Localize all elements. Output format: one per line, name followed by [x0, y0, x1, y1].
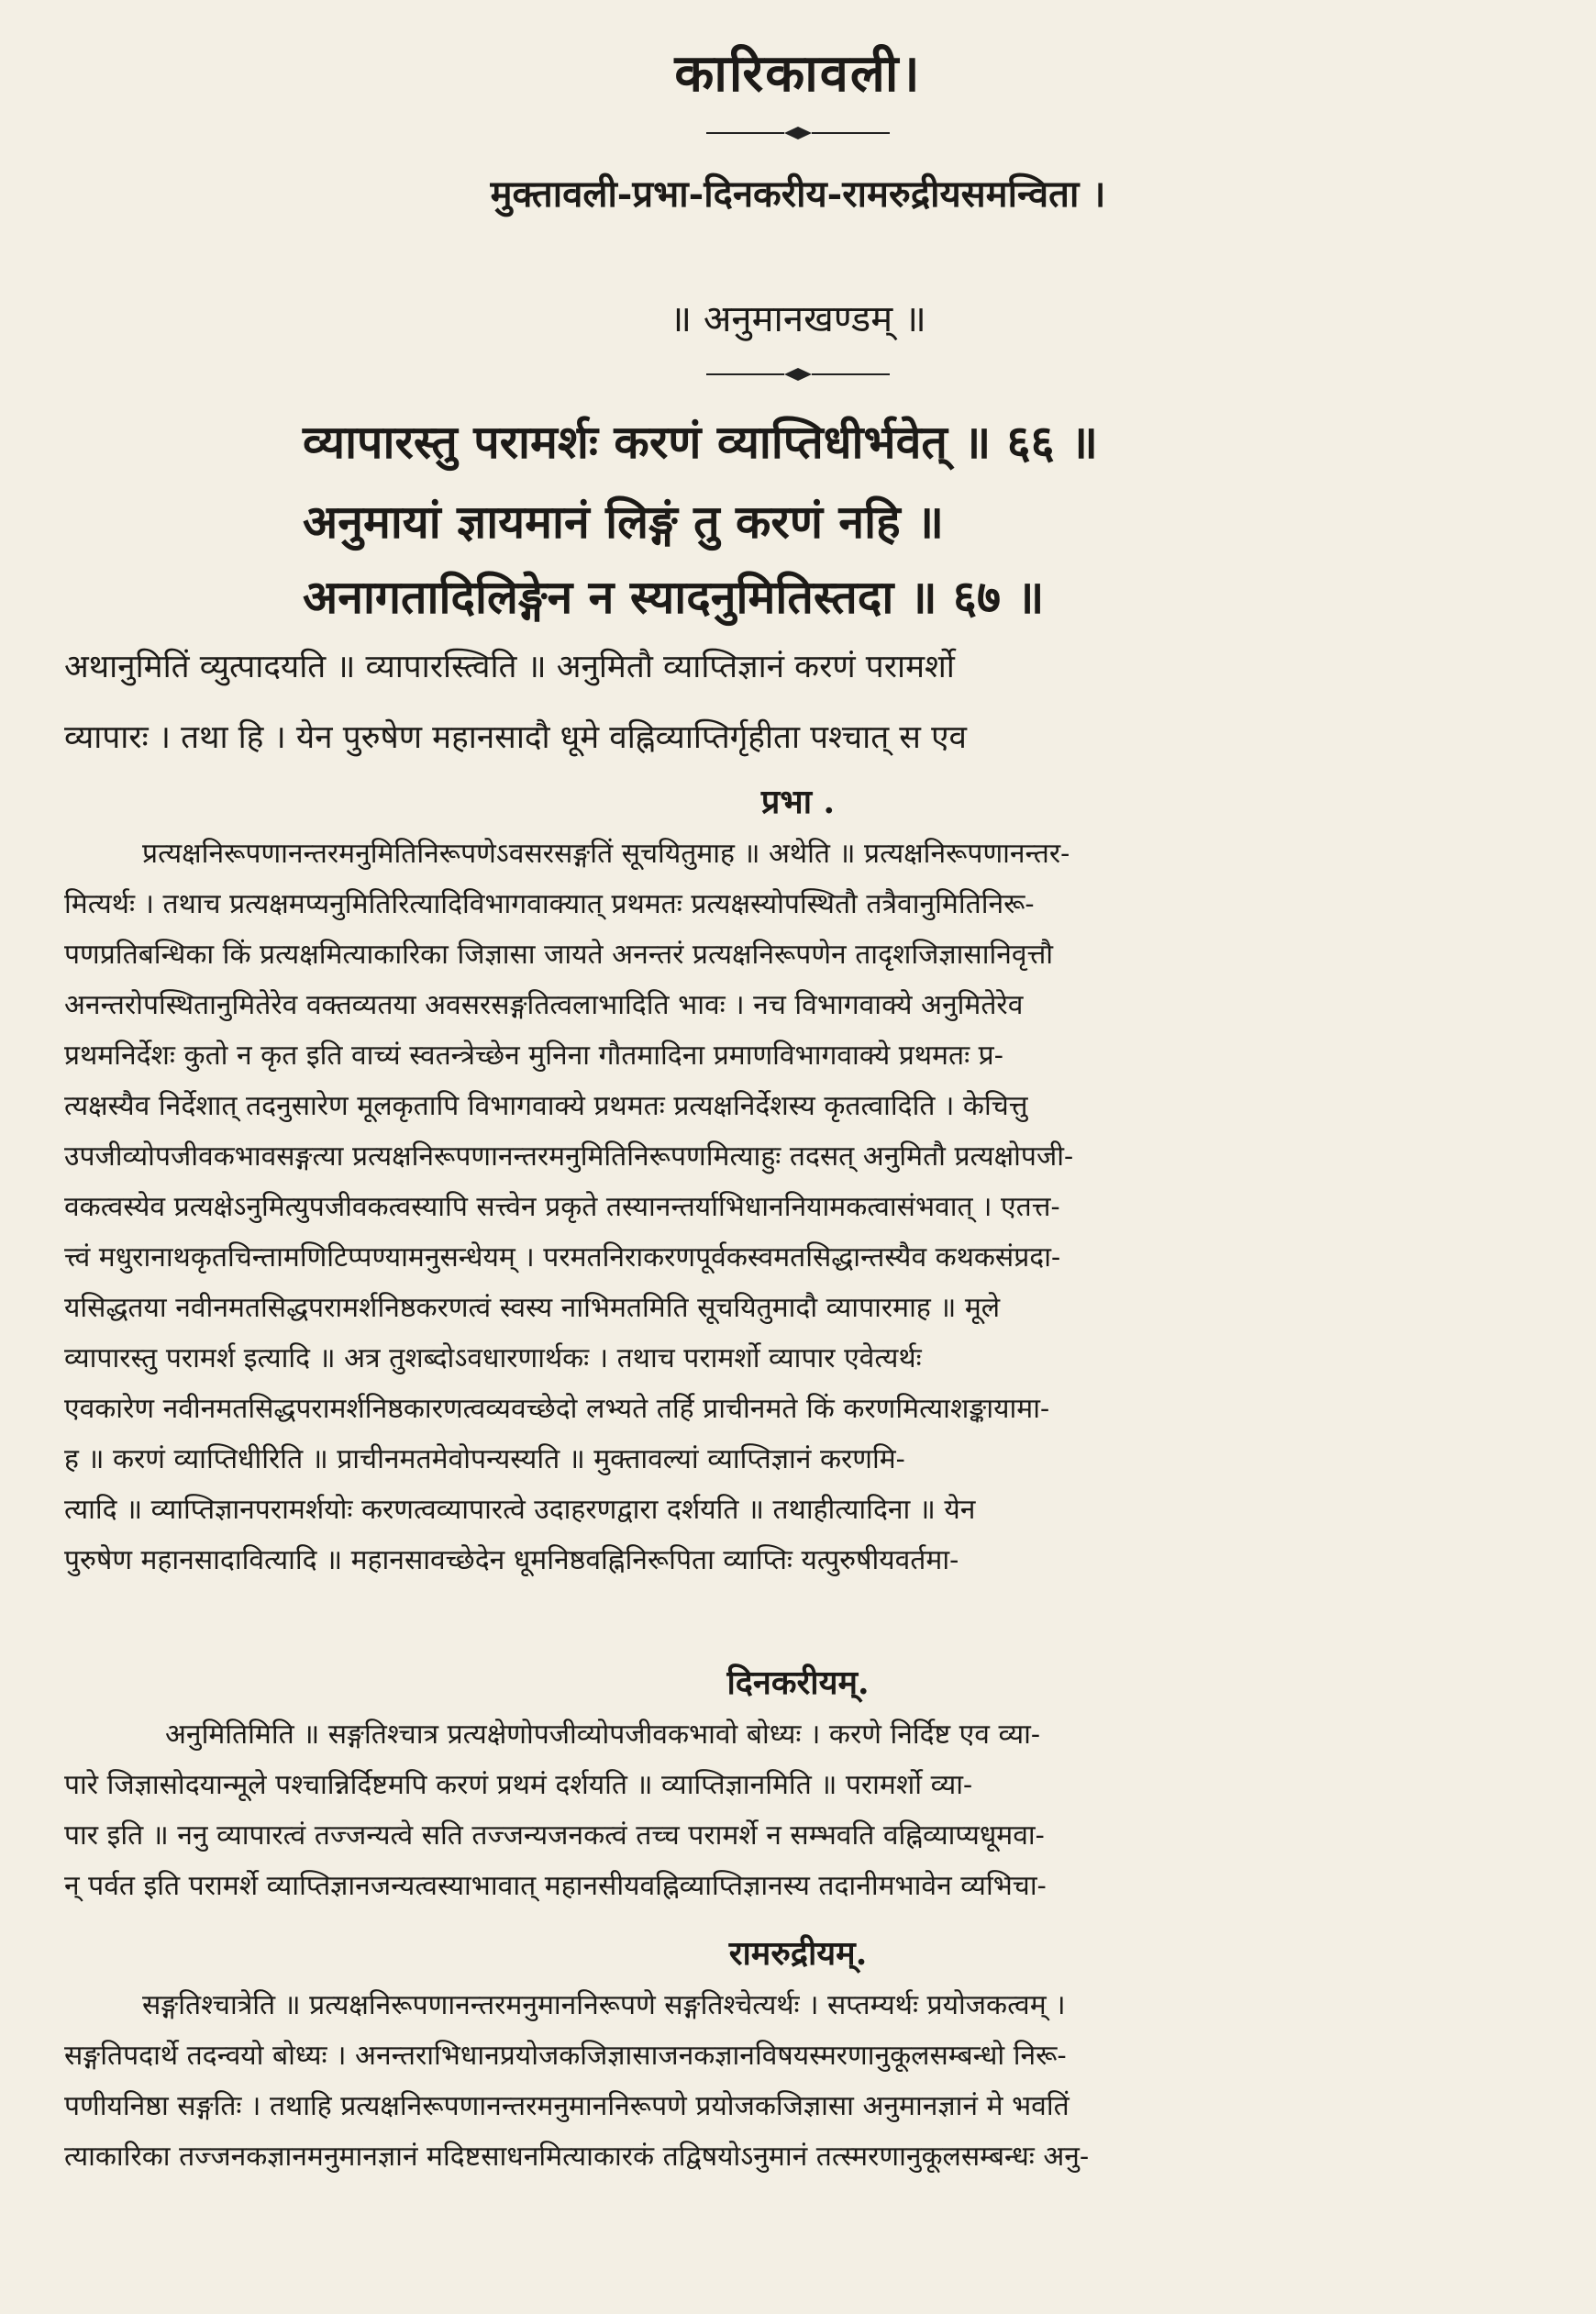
section-title: ॥ अनुमानखण्डम् ॥: [670, 298, 926, 340]
text-line: त्त्वं मधुरानाथकृतचिन्तामणिटिप्पण्यामनुसन्धेयम् । परमतनिराकरणपूर्वकस्वमतसिद्धान्तस्यैव कथकसंप्रदा-: [64, 1241, 1061, 1274]
text-line: ह ॥ करणं व्याप्तिधीरिति ॥ प्राचीनमतमेवोपन्यस्यति ॥ मुक्तावल्यां व्याप्तिज्ञानं करणमि-: [64, 1443, 905, 1475]
text-line: पणप्रतिबन्धिका किं प्रत्यक्षमित्याकारिका जिज्ञासा जायते अनन्तरं प्रत्यक्षनिरूपणेन तादृशजिज्ञासानिवृत्तौ: [64, 939, 1054, 971]
text-line: अनुमितिमिति ॥ सङ्गतिश्चात्र प्रत्यक्षेणोपजीव्योपजीवकभावो बोध्यः । करणे निर्दिष्ट एव व्या-: [165, 1719, 1041, 1751]
text-line: सङ्गतिश्चात्रेति ॥ प्रत्यक्षनिरूपणानन्तरमनुमाननिरूपणे सङ्गतिश्चेत्यर्थः । सप्तम्यर्थः प्रयोजकत्वम् ।: [142, 1989, 1066, 2021]
text-line: यसिद्धतया नवीनमतसिद्धपरामर्शनिष्ठकरणत्वं स्वस्य नाभिमतमिति सूचयितुमादौ व्यापारमाह ॥ मूले: [64, 1292, 1001, 1324]
text-line: व्यापारः । तथा हि । येन पुरुषेण महानसादौ धूमे वह्निव्याप्तिर्गृहीता पश्चात् स एव: [64, 719, 967, 756]
page-title: कारिकावली।: [674, 43, 922, 104]
text-line: मित्यर्थः । तथाच प्रत्यक्षमप्यनुमितिरित्यादिविभागवाक्यात् प्रथमतः प्रत्यक्षस्योपस्थितौ तत्रैवानुमितिनिरू-: [64, 888, 1035, 920]
divider-ornament-bottom: [706, 365, 890, 384]
text-line: पणीयनिष्ठा सङ्गतिः । तथाहि प्रत्यक्षनिरूपणानन्तरमनुमाननिरूपणे प्रयोजकजिज्ञासा अनुमानज्ञानं मे भवतिं: [64, 2090, 1070, 2122]
verse-66a: व्यापारस्तु परामर्शः करणं व्याप्तिधीर्भवेत् ॥ ६६ ॥: [303, 415, 1098, 469]
verse-66b: अनुमायां ज्ञायमानं लिङ्गं तु करणं नहि ॥: [303, 495, 944, 549]
text-line: एवकारेण नवीनमतसिद्धपरामर्शनिष्ठकारणत्वव्यवच्छेदो लभ्यते तर्हि प्राचीनमते किं करणमित्याशङ्कायामा-: [64, 1393, 1050, 1425]
text-line: न् पर्वत इति परामर्शे व्याप्तिज्ञानजन्यत्वस्याभावात् महानसीयवह्निव्याप्तिज्ञानस्य तदानीमभावेन व्यभिचा-: [64, 1870, 1047, 1902]
section-heading-prabha: प्रभा .: [760, 783, 836, 821]
text-line: व्यापारस्तु परामर्श इत्यादि ॥ अत्र तुशब्दोऽवधारणार्थकः । तथाच परामर्शो व्यापार एवेत्यर्थः: [64, 1342, 922, 1374]
verse-67: अनागतादिलिङ्गेन न स्यादनुमितिस्तदा ॥ ६७ ॥: [303, 570, 1045, 624]
text-line: अनन्तरोपस्थितानुमितेरेव वक्तव्यतया अवसरसङ्गतित्वलाभादिति भावः । नच विभागवाक्ये अनुमितेरेव: [64, 989, 1024, 1021]
text-line: पार इति ॥ ननु व्यापारत्वं तज्जन्यत्वे सति तज्जन्यजनकत्वं तच्च परामर्शे न सम्भवति वह्निव्याप्यधूमवा-: [64, 1819, 1045, 1852]
divider-ornament-top: [706, 124, 890, 142]
ramarudri-section: [64, 1927, 1532, 2182]
muktavali-commentary: [64, 631, 1532, 773]
text-line: अथानुमितिं व्युत्पादयति ॥ व्यापारस्त्विति ॥ अनुमितौ व्याप्तिज्ञानं करणं परामर्शो: [64, 649, 955, 685]
text-line: त्याकारिका तज्जनकज्ञानमनुमानज्ञानं मदिष्टसाधनमित्याकारकं तद्विषयोऽनुमानं तत्स्मरणानुकूलसम्बन्धः अनु-: [64, 2141, 1090, 2173]
text-line: पारे जिज्ञासोदयान्मूले पश्चान्निर्दिष्टमपि करणं प्रथमं दर्शयति ॥ व्याप्तिज्ञानमिति ॥ परामर्शो व्या-: [64, 1769, 973, 1801]
text-line: सङ्गतिपदार्थे तदन्वयो बोध्यः । अनन्तराभिधानप्रयोजकजिज्ञासाजनकज्ञानविषयस्मरणानुकूलसम्बन्धो निरू-: [64, 2040, 1067, 2072]
section-heading-ramarudri: रामरुद्रीयम्.: [728, 1934, 868, 1973]
text-line: प्रत्यक्षनिरूपणानन्तरमनुमितिनिरूपणेऽवसरसङ्गतिं सूचयितुमाह ॥ अथेति ॥ प्रत्यक्षनिरूपणानन्तर-: [142, 838, 1070, 870]
dinakari-section: [64, 1656, 1532, 1911]
text-line: त्यक्षस्यैव निर्देशात् तदनुसारेण मूलकृतापि विभागवाक्ये प्रथमतः प्रत्यक्षनिर्देशस्य कृतत्वादिति । केचित्तु: [64, 1090, 1028, 1122]
text-line: त्यादि ॥ व्याप्तिज्ञानपरामर्शयोः करणत्वव्यापारत्वे उदाहरणद्वारा दर्शयति ॥ तथाहीत्यादिना ॥ येन: [64, 1494, 976, 1526]
section-heading-dinakari: दिनकरीयम्.: [726, 1663, 870, 1702]
text-line: पुरुषेण महानसादावित्यादि ॥ महानसावच्छेदेन धूमनिष्ठवह्निनिरूपिता व्याप्तिः यत्पुरुषीयवर्तमा-: [64, 1544, 959, 1576]
prabha-section: [64, 775, 1532, 1585]
subtitle: मुक्तावली-प्रभा-दिनकरीय-रामरुद्रीयसमन्विता ।: [490, 172, 1106, 216]
text-line: प्रथमनिर्देशः कुतो न कृत इति वाच्यं स्वतन्त्रेच्छेन मुनिना गौतमादिना प्रमाणविभागवाक्ये प्रथमतः प्र-: [64, 1040, 1003, 1072]
text-line: वकत्वस्येव प्रत्यक्षेऽनुमित्युपजीवकत्वस्यापि सत्त्वेन प्रकृते तस्यानन्तर्याभिधाननियामकत्वासंभवात् । एतत्त-: [64, 1191, 1060, 1223]
text-line: उपजीव्योपजीवकभावसङ्गत्या प्रत्यक्षनिरूपणानन्तरमनुमितिनिरूपणमित्याहुः तदसत् अनुमितौ प्रत्यक्षोपजी-: [64, 1140, 1074, 1173]
